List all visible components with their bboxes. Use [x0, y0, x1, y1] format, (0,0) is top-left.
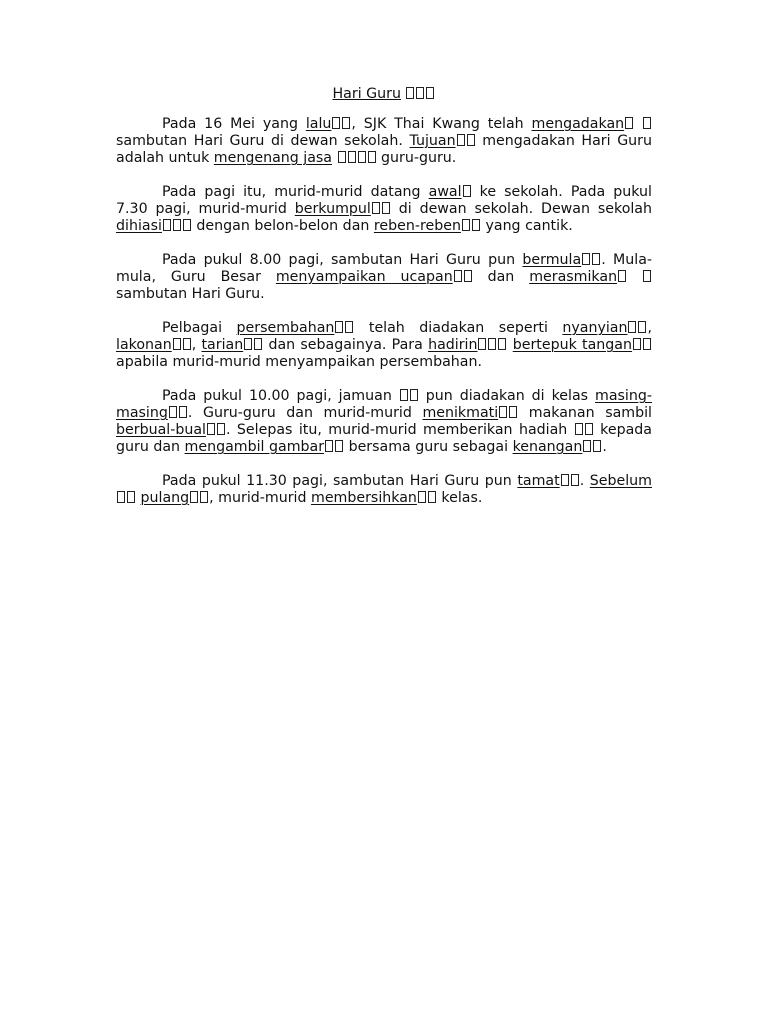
paragraph	[116, 252, 652, 303]
paragraph	[116, 184, 652, 235]
text-run: .	[579, 473, 590, 489]
text-run: , murid-murid	[209, 490, 311, 506]
text-run: ,	[647, 320, 652, 336]
text-run: sambutan Hari Guru.	[116, 286, 265, 302]
text-run	[627, 269, 642, 285]
vocab-word: pulang	[140, 490, 190, 506]
vocab-word: Sebelum	[589, 473, 652, 489]
text-run: kepada guru dan	[116, 422, 652, 455]
missing-glyph-box	[173, 219, 181, 231]
missing-glyph-box	[358, 151, 366, 163]
missing-glyph-box	[217, 423, 225, 435]
vocab-word: hadirin	[428, 337, 478, 353]
vocab-word: menikmati	[422, 405, 499, 421]
missing-glyph-box	[478, 338, 486, 350]
vocab-word: dihiasi	[116, 218, 162, 234]
missing-glyph-box	[368, 151, 376, 163]
vocab-word: lakonan	[116, 337, 172, 353]
text-run: kelas.	[436, 490, 483, 506]
missing-glyph-box	[498, 338, 506, 350]
vocab-word: mengambil gambar	[184, 439, 325, 455]
missing-glyph-box	[183, 219, 191, 231]
missing-glyph-box	[593, 440, 601, 452]
text-run: sambutan Hari Guru di dewan sekolah.	[116, 133, 410, 149]
text-run: Pada pukul 8.00 pagi, sambutan Hari Guru pun	[162, 252, 523, 268]
missing-glyph-box	[464, 270, 472, 282]
vocab-word: berbual-bual	[116, 422, 206, 438]
missing-glyph-box	[400, 389, 408, 401]
paragraph	[116, 116, 652, 167]
vocab-word: masing-masing	[116, 388, 652, 421]
missing-glyph-box	[332, 117, 340, 129]
paragraph	[116, 473, 652, 507]
text-run: Pada pukul 10.00 pagi, jamuan	[162, 388, 399, 404]
text-run: makanan sambil	[518, 405, 652, 421]
missing-glyph-box	[200, 491, 208, 503]
text-run: .	[602, 439, 607, 455]
missing-glyph-box	[426, 87, 434, 99]
text-run: bersama guru sebagai	[344, 439, 513, 455]
missing-glyph-box	[173, 338, 181, 350]
missing-glyph-box	[207, 423, 215, 435]
paragraph	[116, 388, 652, 456]
text-run: mengadakan Hari Guru adalah untuk	[116, 133, 653, 166]
missing-glyph-box	[571, 474, 579, 486]
missing-glyph-box	[472, 219, 480, 231]
text-run: telah diadakan seperti	[354, 320, 563, 336]
text-run: yang cantik.	[480, 218, 573, 234]
missing-glyph-box	[244, 338, 252, 350]
missing-glyph-box	[406, 87, 414, 99]
vocab-word: persembahan	[236, 320, 335, 336]
missing-glyph-box	[348, 151, 356, 163]
text-run: Pada 16 Mei yang	[162, 116, 306, 132]
missing-glyph-box	[335, 321, 343, 333]
document-title	[116, 86, 652, 103]
vocab-word: merasmikan	[529, 269, 618, 285]
text-run: guru-guru.	[376, 150, 457, 166]
text-run	[634, 116, 642, 132]
text-run: di dewan sekolah. Dewan sekolah	[390, 201, 652, 217]
vocab-word: mengadakan	[531, 116, 625, 132]
missing-glyph-box	[454, 270, 462, 282]
missing-glyph-box	[127, 491, 135, 503]
vocab-word: bertepuk tangan	[512, 337, 632, 353]
missing-glyph-box	[338, 151, 346, 163]
vocab-word: kenangan	[512, 439, 583, 455]
title-text: Hari Guru	[332, 86, 401, 102]
vocab-word: berkumpul	[294, 201, 371, 217]
missing-glyph-box	[457, 134, 465, 146]
text-run: Pada pukul 11.30 pagi, sambutan Hari Guru pun	[162, 473, 518, 489]
paragraph	[116, 320, 652, 371]
missing-glyph-box	[179, 406, 187, 418]
missing-glyph-box	[499, 406, 507, 418]
missing-glyph-box	[416, 87, 424, 99]
missing-glyph-box	[618, 270, 626, 282]
missing-glyph-box	[169, 406, 177, 418]
vocab-word: tamat	[517, 473, 560, 489]
missing-glyph-box	[561, 474, 569, 486]
missing-glyph-box	[254, 338, 262, 350]
vocab-word: mengenang jasa	[213, 150, 332, 166]
vocab-word: membersihkan	[311, 490, 417, 506]
text-run: . Selepas itu, murid-murid memberikan hadiah	[225, 422, 574, 438]
missing-glyph-box	[643, 117, 651, 129]
missing-glyph-box	[163, 219, 171, 231]
missing-glyph-box	[625, 117, 633, 129]
missing-glyph-box	[585, 423, 593, 435]
vocab-word: nyanyian	[562, 320, 628, 336]
missing-glyph-box	[509, 406, 517, 418]
missing-glyph-box	[462, 219, 470, 231]
text-run: ke sekolah. Pada pukul 7.30 pagi, murid-murid	[116, 184, 652, 217]
text-run: dengan belon-belon dan	[191, 218, 374, 234]
missing-glyph-box	[410, 389, 418, 401]
missing-glyph-box	[467, 134, 475, 146]
document-page	[116, 86, 652, 524]
vocab-word: bermula	[522, 252, 582, 268]
text-run: Pelbagai	[162, 320, 237, 336]
missing-glyph-box	[583, 440, 591, 452]
missing-glyph-box	[643, 270, 651, 282]
missing-glyph-box	[643, 338, 651, 350]
text-run	[332, 150, 337, 166]
missing-glyph-box	[463, 185, 471, 197]
missing-glyph-box	[592, 253, 600, 265]
missing-glyph-box	[345, 321, 353, 333]
missing-glyph-box	[488, 338, 496, 350]
vocab-word: awal	[428, 184, 462, 200]
missing-glyph-box	[372, 202, 380, 214]
text-run: dan	[472, 269, 530, 285]
text-run: apabila murid-murid menyampaikan persembahan.	[116, 354, 482, 370]
text-run: dan sebagainya. Para	[263, 337, 429, 353]
missing-glyph-box	[117, 491, 125, 503]
missing-glyph-box	[190, 491, 198, 503]
vocab-word: lalu	[305, 116, 332, 132]
missing-glyph-box	[575, 423, 583, 435]
missing-glyph-box	[342, 117, 350, 129]
missing-glyph-box	[335, 440, 343, 452]
missing-glyph-box	[638, 321, 646, 333]
missing-glyph-box	[382, 202, 390, 214]
missing-glyph-box	[628, 321, 636, 333]
text-run: , SJK Thai Kwang telah	[351, 116, 532, 132]
missing-glyph-box	[633, 338, 641, 350]
missing-glyph-box	[183, 338, 191, 350]
missing-glyph-box	[582, 253, 590, 265]
text-run: ,	[191, 337, 202, 353]
vocab-word: tarian	[201, 337, 244, 353]
missing-glyph-box	[418, 491, 426, 503]
vocab-word: reben-reben	[373, 218, 461, 234]
text-run: Pada pagi itu, murid-murid datang	[162, 184, 429, 200]
missing-glyph-box	[428, 491, 436, 503]
document-body	[116, 116, 652, 507]
text-run: . Guru-guru dan murid-murid	[187, 405, 423, 421]
missing-glyph-box	[325, 440, 333, 452]
text-run: . Mula-mula, Guru Besar	[116, 252, 653, 285]
vocab-word: menyampaikan ucapan	[275, 269, 453, 285]
vocab-word: Tujuan	[409, 133, 456, 149]
text-run: pun diadakan di kelas	[418, 388, 596, 404]
